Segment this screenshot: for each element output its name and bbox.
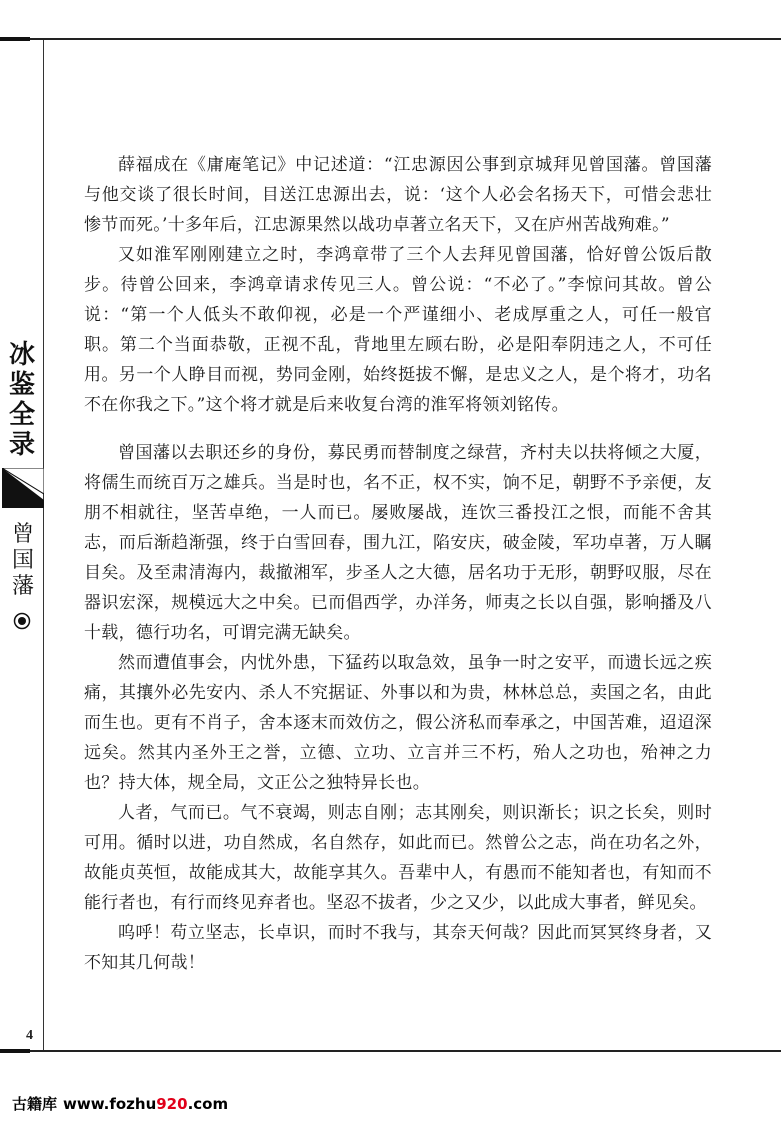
watermark-url[interactable] xyxy=(63,1095,228,1113)
watermark-url-prefix: www.fozhu xyxy=(63,1095,157,1113)
watermark-url-suffix: .com xyxy=(187,1095,229,1113)
bottom-rule-accent xyxy=(0,1049,30,1053)
side-chapter-char: 国 xyxy=(11,548,34,573)
paragraph: 然而遭值事会，内忧外患，下猛药以取急效，虽争一时之安平，而遗长远之疾痛，其攘外必先安内、杀人不究据证、外事以和为贵，林林总总，卖国之名，由此而生也。更有不肖子，舍本逐末而效仿之，假公济私而奉承之，中国苦难，迢迢深远矣。然其内圣外王之誉，立德、立功、立言并三不朽，殆人之功也，殆神之力也？持大体，规全局，文正公之独特异长也。 xyxy=(84,653,712,793)
footer-watermark[interactable] xyxy=(12,1093,228,1114)
watermark-url-number: 920 xyxy=(156,1095,188,1113)
paragraph: 呜呼！苟立坚志，长卓识，而时不我与，其奈天何哉？因此而冥冥终身者，又不知其几何哉！ xyxy=(84,923,712,973)
side-book-title-char: 录 xyxy=(8,430,35,460)
margin-line xyxy=(43,40,44,1050)
side-book-title xyxy=(2,340,42,460)
top-rule xyxy=(0,38,781,40)
side-book-title-char: 鉴 xyxy=(8,370,35,400)
side-book-title-char: 冰 xyxy=(8,340,35,370)
side-tab-wedge xyxy=(2,468,44,508)
bottom-rule xyxy=(0,1050,781,1052)
body-text xyxy=(84,150,712,978)
side-book-title-char: 全 xyxy=(8,400,35,430)
section-gap xyxy=(84,420,712,438)
top-rule-accent xyxy=(0,37,30,41)
watermark-site-name: 古籍库 xyxy=(12,1095,58,1113)
paragraph: 薛福成在《庸庵笔记》中记述道：“江忠源因公事到京城拜见曾国藩。曾国藩与他交谈了很长时间，目送江忠源出去，说：‘这个人必会名扬天下，可惜会悲壮惨节而死。’十多年后，江忠源果然以战功卓著立名天下，又在庐州苦战殉难。” xyxy=(84,155,712,235)
page-number: 4 xyxy=(26,1028,33,1043)
side-chapter-char: 藩 xyxy=(11,574,34,599)
paragraph: 曾国藩以去职还乡的身份，募民勇而替制度之绿营，齐村夫以扶将倾之大厦，将儒生而统百万之雄兵。当是时也，名不正，权不实，饷不足，朝野不予亲便，友朋不相就往，坚苦卓绝，一人而已。屡败屡战，连饮三番投江之恨，而能不舍其志，而后渐趋渐强，终于白雪回春，围九江，陷安庆，破金陵，军功卓著，万人瞩目矣。及至肃清海内，裁撤湘军，步圣人之大德，居名功于无形，朝野叹服，尽在器识宏深，规模远大之中矣。已而倡西学，办洋务，师夷之长以自强，影响播及八十载，德行功名，可谓完满无缺矣。 xyxy=(84,443,712,643)
circled-dot-icon xyxy=(13,612,31,630)
side-chapter-char: 曾 xyxy=(11,522,34,547)
side-chapter-title xyxy=(4,522,42,600)
paragraph: 又如淮军刚刚建立之时，李鸿章带了三个人去拜见曾国藩，恰好曾公饭后散步。待曾公回来，李鸿章请求传见三人。曾公说：“不必了。”李惊问其故。曾公说：“第一个人低头不敢仰视，必是一个严谨细小、老成厚重之人，可任一般官职。第二个当面恭敬，正视不乱，背地里左顾右盼，必是阳奉阴违之人，不可任用。另一个人睁目而视，势同金刚，始终挺拔不懈，是忠义之人，是个将才，功名不在你我之下。”这个将才就是后来收复台湾的淮军将领刘铭传。 xyxy=(84,245,712,415)
paragraph: 人者，气而已。气不衰竭，则志自刚；志其刚矣，则识渐长；识之长矣，则时可用。循时以进，功自然成，名自然存，如此而已。然曾公之志，尚在功名之外，故能贞英恒，故能成其大，故能享其久。吾辈中人，有愚而不能知者也，有知而不能行者也，有行而终见弃者也。坚忍不拔者，少之又少，以此成大事者，鲜见矣。 xyxy=(84,803,712,913)
